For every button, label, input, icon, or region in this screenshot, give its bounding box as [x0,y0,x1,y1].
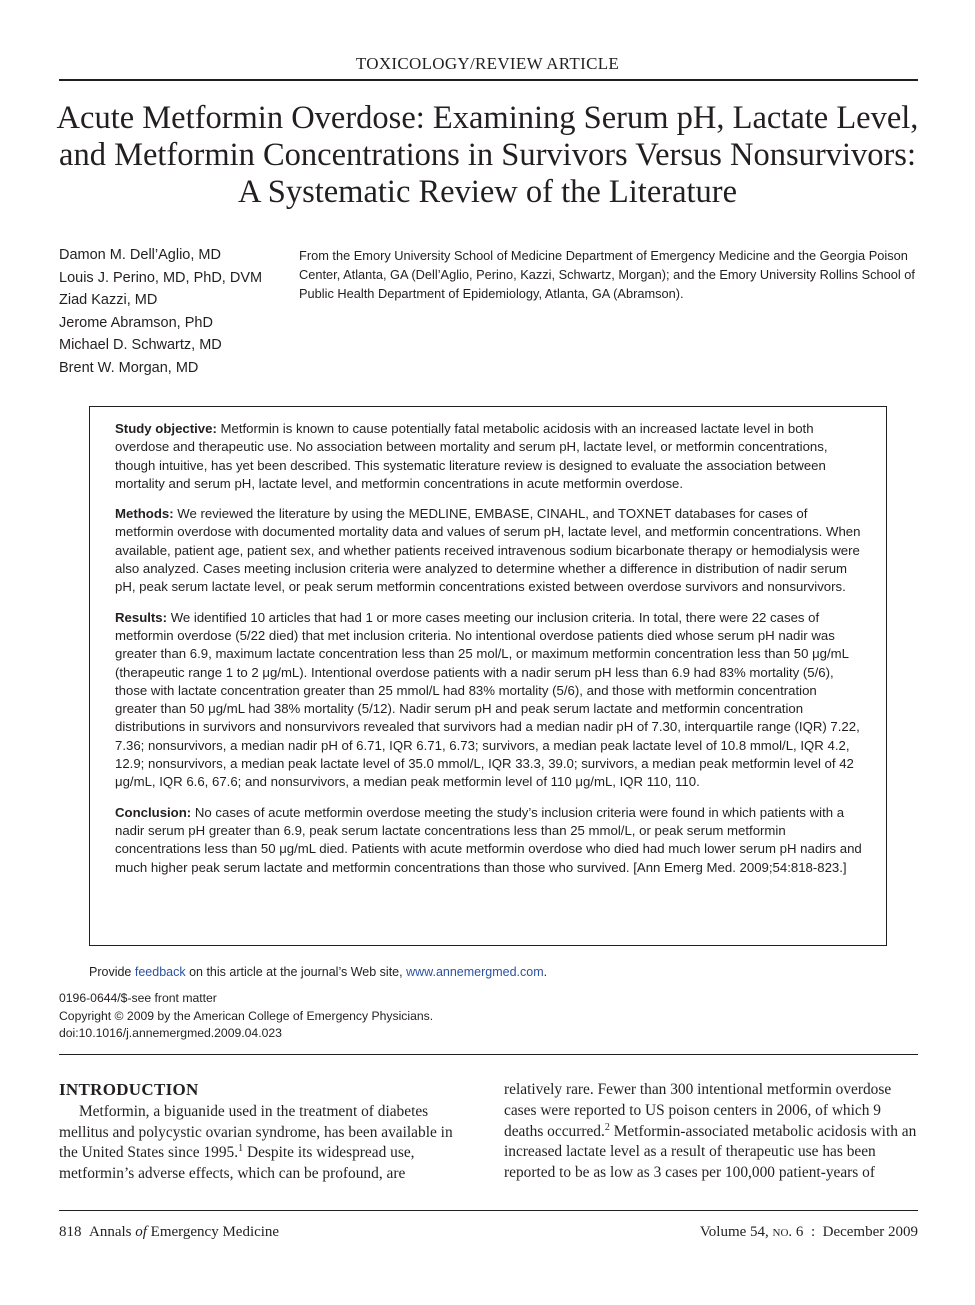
journal-name-a: Annals [89,1224,132,1240]
volume: Volume 54, [699,1224,769,1240]
title-line: A Systematic Review of the Literature [237,174,738,210]
issn: 0196-0644/$-see front matter [59,991,217,1005]
body-column-right [504,1080,918,1184]
title-line: and Metformin Concentrations in Survivors Versus Nonsurvivors: [59,137,916,173]
author: Michael D. Schwartz, MD [59,337,222,354]
body-text: relatively rare. Fewer than 300 intentional metformin overdose cases were reported to US poison centers in 2006, of which 9 deaths occurred. [504,1081,892,1140]
abstract-box [89,406,887,946]
issue-date: December 2009 [822,1224,918,1240]
doi: doi:10.1016/j.annemergmed.2009.04.023 [59,1026,282,1040]
results-label: Results: [115,609,168,625]
conclusion-label: Conclusion: [115,804,192,820]
article-title [40,100,935,211]
affiliation: From the Emory University School of Medicine Department of Emergency Medicine and the Georgia Poison Center, Atlanta, GA (Dell’Aglio, Perino, Kazzi, Schwartz, Morgan); and the Emory University Rollins School of Public Health Department of Epidemiology, Atlanta, GA (Abramson). [299,248,915,301]
methods-text: We reviewed the literature by using the MEDLINE, EMBASE, CINAHL, and TOXNET databases for cases of metformin overdose with documented mortality data and values of serum pH, lactate level, and metformin concentrations. When available, patient age, patient sex, and whether patients received intravenous sodium bicarbonate therapy or hemodialysis were also analyzed. Cases meeting inclusion criteria were analyzed to determine whether a difference in distribution of nadir serum pH, peak serum lactate level, or peak serum metformin concentrations existed between overdose survivors and nonsurvivors. [115,506,861,595]
feedback-link[interactable]: feedback [134,965,186,979]
publication-meta [59,990,433,1043]
author: Brent W. Morgan, MD [59,359,199,376]
intro-heading: INTRODUCTION [59,1080,199,1099]
conclusion-text: No cases of acute metformin overdose meeting the study’s inclusion criteria were found in which patients with a nadir serum pH greater than 6.9, peak serum lactate concentrations less than 25 mmol/L, or peak serum metformin concentrations less than 50 μg/mL died. Patients with acute metformin overdose who died had much lower serum pH nadirs and much higher peak serum lactate and metformin concentrations than those who survived. [Ann Emerg Med. 2009;54:818-823.] [115,804,862,875]
body-text: Despite its widespread use, metformin’s adverse effects, which can be profound, are [59,1144,415,1183]
journal-name-of: of [135,1224,147,1240]
author: Louis J. Perino, MD, PhD, DVM [59,269,263,286]
title-line: Acute Metformin Overdose: Examining Serum pH, Lactate Level, [56,100,919,136]
footer-left [59,1224,279,1241]
footer-separator: : [810,1224,816,1240]
body-text: Metformin-associated metabolic acidosis with an increased lactate level as a result of therapeutic use has been reported to be as low as 3 cases per 100,000 patient-years of [504,1122,917,1182]
feedback-middle: on this article at the journal’s Web site, [185,965,407,979]
intro-paragraph [59,1102,471,1185]
section-label: TOXICOLOGY/REVIEW ARTICLE [355,54,620,73]
abstract-methods [115,505,862,596]
objective-label: Study objective: [115,421,217,436]
journal-name-b: Emergency Medicine [150,1224,280,1240]
footer-rule [59,1210,918,1211]
reference-2[interactable]: 2 [604,1121,610,1133]
feedback-line [89,965,547,979]
journal-site-link[interactable]: www.annemergmed.com [406,965,544,979]
copyright: Copyright © 2009 by the American College of Emergency Physicians. [59,1008,434,1023]
results-text: We identified 10 articles that had 1 or more cases meeting our inclusion criteria. In total, there were 22 cases of metformin overdose (5/22 died) that met inclusion criteria. No intentional overdose patients died whose serum pH nadir was greater than 6.9, maximum lactate concentration less than 25 mol/L, or maximum metformin concentration less than 50 μg/mL (therapeutic range 1 to 2 μg/mL). Intentional overdose patients with a nadir serum pH less than 6.9 had 83% mortality (5/6), those with lactate concentration greater than 25 mmol/L had 83% mortality (5/6), and those with metformin concentration greater than 50 μg/mL had 38% mortality (5/12). Nadir serum pH and peak serum lactate and metformin concentration distributions in survivors and nonsurvivors revealed that survivors had a median nadir pH of 7.30, interquartile range (IQR) 7.22, 7.36; nonsurvivors, a median nadir pH of 6.71, IQR 6.71, 6.73; survivors, a median peak lactate level of 10.8 mmol/L, IQR 4.2, 12.9; nonsurvivors, a median peak lactate level of 35.0 mmol/L, IQR 33.3, 39.0; survivors, a median peak metformin level of 42 μg/mL, IQR 6.6, 67.6; and nonsurvivors, a median peak metformin level of 110 μg/mL, IQR 110, 110. [115,609,860,790]
author: Damon M. Dell’Aglio, MD [59,247,221,263]
author-list [59,244,289,380]
abstract-results [115,609,862,792]
objective-text: Metformin is known to cause potentially fatal metabolic acidosis with an increased lactate level in both overdose and therapeutic use. No association between mortality and serum pH, lactate level, or metformin concentrations, though intuitive, has yet been described. This systematic literature review is designed to evaluate the association between mortality and serum pH, lactate level, and metformin concentrations in acute metformin overdose. [115,421,828,491]
abstract-conclusion [115,804,862,877]
page-number: 818 [59,1224,82,1240]
author: Jerome Abramson, PhD [59,314,213,331]
footer-right [700,1224,918,1241]
issue: no. 6 [772,1224,804,1240]
abstract-objective [115,420,862,493]
feedback-prefix: Provide [89,965,135,979]
intro-paragraph-cont [504,1080,918,1184]
section-divider [59,1054,918,1055]
author: Ziad Kazzi, MD [59,292,158,309]
reference-1[interactable]: 1 [238,1143,244,1155]
feedback-suffix: . [543,965,548,979]
header-rule [59,79,918,81]
methods-label: Methods: [115,506,174,522]
body-text: Metformin, a biguanide used in the treatment of diabetes mellitus and polycystic ovarian syndrome, has been available in the United States since 1995. [59,1102,453,1162]
body-column-left [59,1080,471,1185]
